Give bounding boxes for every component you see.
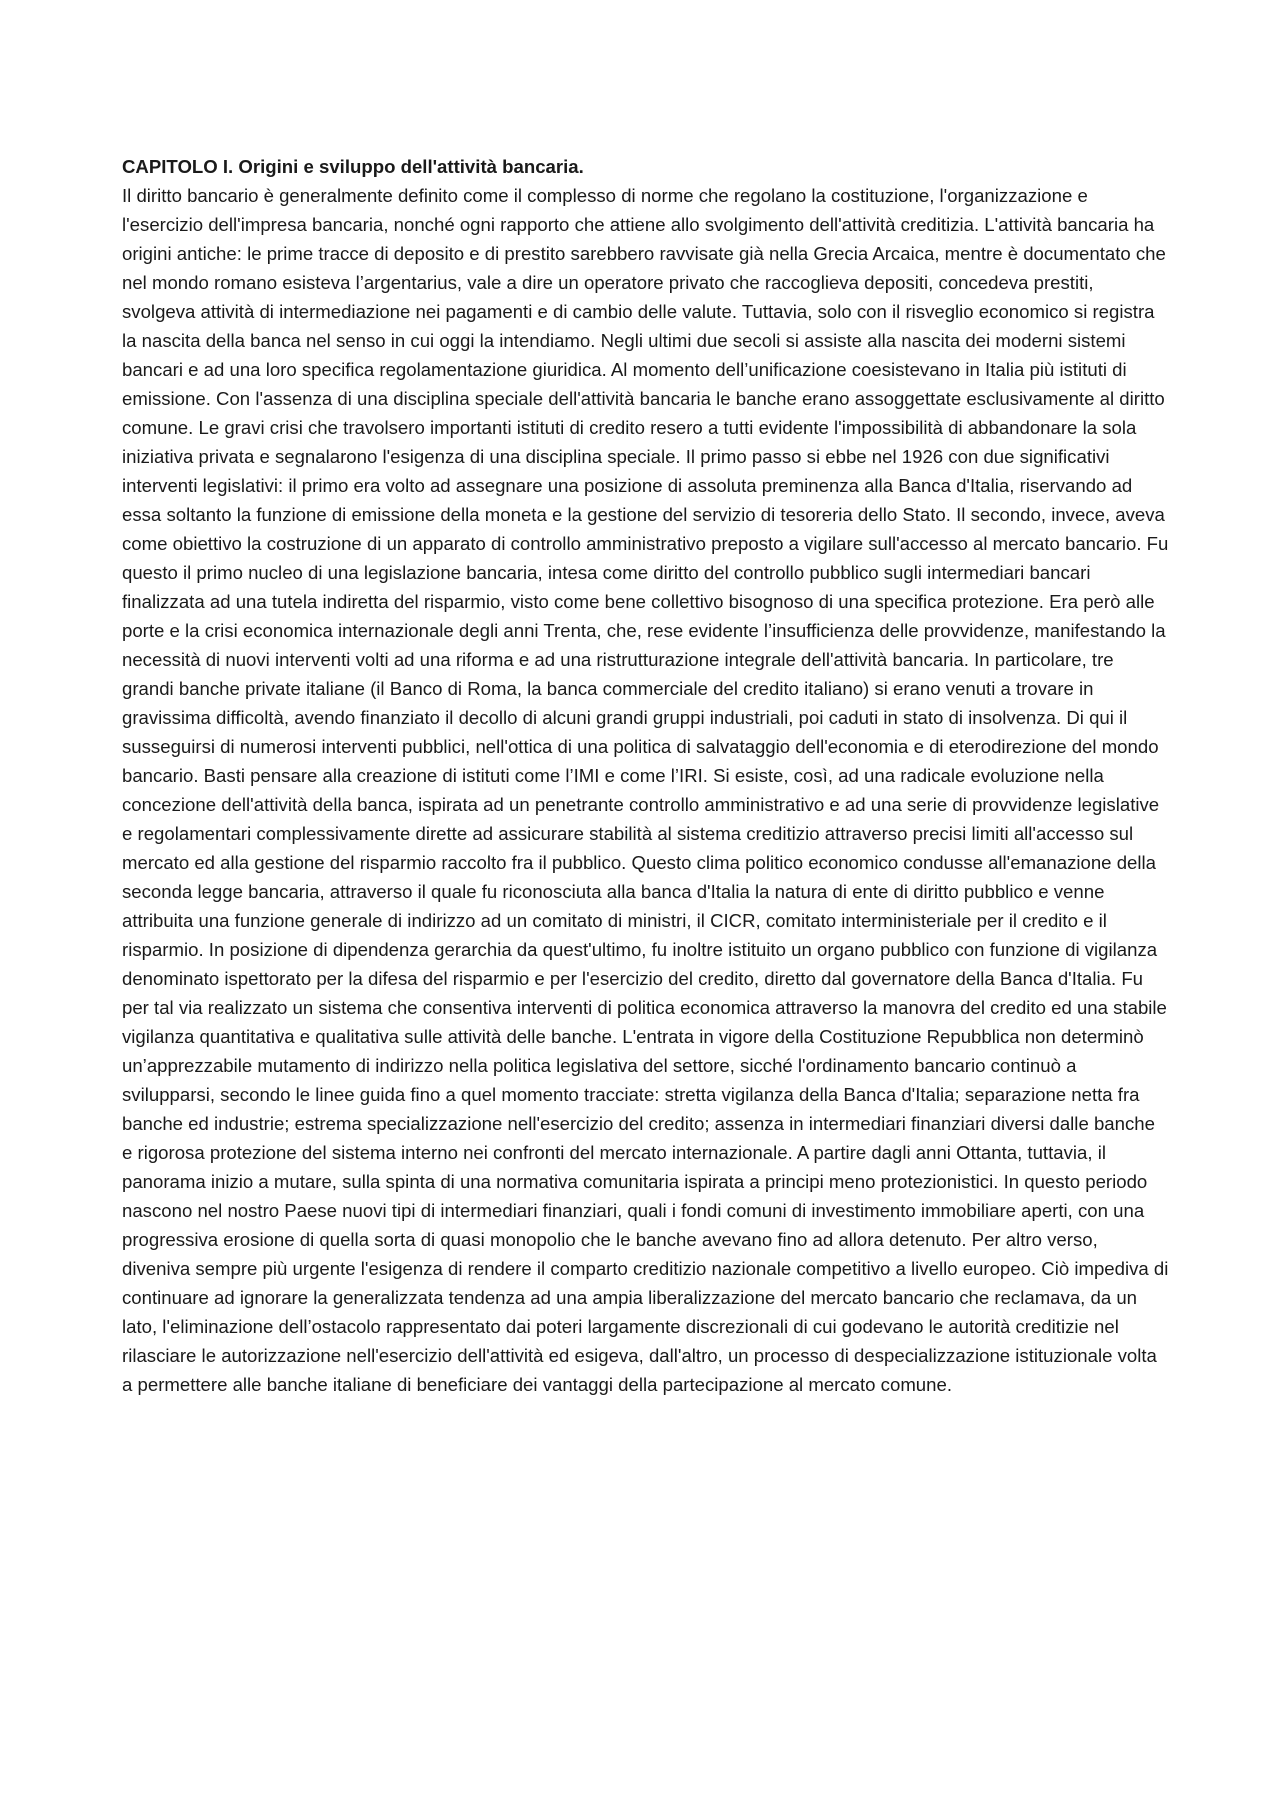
body-paragraph: Il diritto bancario è generalmente definito come il complesso di norme che regolano la costituzione, l'organizzazione e l'esercizio dell'impresa bancaria, nonché ogni rapporto che attiene allo svolgimento dell'attività creditizia. L'attività bancaria ha origini antiche: le prime tracce di deposito e di prestito sarebbero ravvisate già nella Grecia Arcaica, mentre è documentato che nel mondo romano esisteva l’argentarius, vale a dire un operatore privato che raccoglieva depositi, concedeva prestiti, svolgeva attività di intermediazione nei pagamenti e di cambio delle valute. Tuttavia, solo con il risveglio economico si registra la nascita della banca nel senso in cui oggi la intendiamo. Negli ultimi due secoli si assiste alla nascita dei moderni sistemi bancari e ad una loro specifica regolamentazione giuridica. Al momento dell’unificazione coesistevano in Italia più istituti di emissione. Con l'assenza di una disciplina speciale dell'attività bancaria le banche erano assoggettate esclusivamente al diritto comune. Le gravi crisi che travolsero importanti istituti di credito resero a tutti evidente l'impossibilità di abbandonare la sola iniziativa privata e segnalarono l'esigenza di una disciplina speciale. Il primo passo si ebbe nel 1926 con due significativi interventi legislativi: il primo era volto ad assegnare una posizione di assoluta preminenza alla Banca d'Italia, riservando ad essa soltanto la funzione di emissione della moneta e la gestione del servizio di tesoreria dello Stato. Il secondo, invece, aveva come obiettivo la costruzione di un apparato di controllo amministrativo preposto a vigilare sull'accesso al mercato bancario. Fu questo il primo nucleo di una legislazione bancaria, intesa come diritto del controllo pubblico sugli intermediari bancari finalizzata ad una tutela indiretta del risparmio, visto come bene collettivo bisognoso di una specifica protezione. Era però alle porte e la crisi economica internazionale degli anni Trenta, che, rese evidente l’insufficienza delle provvidenze, manifestando la necessità di nuovi interventi volti ad una riforma e ad una ristrutturazione integrale dell'attività bancaria. In particolare, tre grandi banche private italiane (il Banco di Roma, la banca commerciale del credito italiano) si erano venuti a trovare in gravissima difficoltà, avendo finanziato il decollo di alcuni grandi gruppi industriali, poi caduti in stato di insolvenza. Di qui il susseguirsi di numerosi interventi pubblici, nell'ottica di una politica di salvataggio dell'economia e di eterodirezione del mondo bancario. Basti pensare alla creazione di istituti come l’IMI e come l’IRI. Si esiste, così, ad una radicale evoluzione nella concezione dell'attività della banca, ispirata ad un penetrante controllo amministrativo e ad una serie di provvidenze legislative e regolamentari complessivamente dirette ad assicurare stabilità al sistema creditizio attraverso precisi limiti all'accesso sul mercato ed alla gestione del risparmio raccolto fra il pubblico. Questo clima politico economico condusse all'emanazione della seconda legge bancaria, attraverso il quale fu riconosciuta alla banca d'Italia la natura di ente di diritto pubblico e venne attribuita una funzione generale di indirizzo ad un comitato di ministri, il CICR, comitato interministeriale per il credito e il risparmio. In posizione di dipendenza gerarchia da quest'ultimo, fu inoltre istituito un organo pubblico con funzione di vigilanza denominato ispettorato per la difesa del risparmio e per l'esercizio del credito, diretto dal governatore della Banca d'Italia. Fu per tal via realizzato un sistema che consentiva interventi di politica economica attraverso la manovra del credito ed una stabile vigilanza quantitativa e qualitativa sulle attività delle banche. L'entrata in vigore della Costituzione Repubblica non determinò un’apprezzabile mutamento di indirizzo nella politica legislativa del settore, sicché l'ordinamento bancario continuò a svilupparsi, secondo le linee guida fino a quel momento tracciate: stretta vigilanza della Banca d'Italia; separazione netta fra banche ed industrie; estrema specializzazione nell'esercizio del credito; assenza in intermediari finanziari diversi dalle banche e rigorosa protezione del sistema interno nei confronti del mercato internazionale. A partire dagli anni Ottanta, tuttavia, il panorama inizio a mutare, sulla spinta di una normativa comunitaria ispirata a principi meno protezionistici. In questo periodo nascono nel nostro Paese nuovi tipi di intermediari finanziari, quali i fondi comuni di investimento immobiliare aperti, con una progressiva erosione di quella sorta di quasi monopolio che le banche avevano fino ad allora detenuto. Per altro verso, diveniva sempre più urgente l'esigenza di rendere il comparto creditizio nazionale competitivo a livello europeo. Ciò impediva di continuare ad ignorare la generalizzata tendenza ad una ampia liberalizzazione del mercato bancario che reclamava, da un lato, l'eliminazione dell’ostacolo rappresentato dai poteri largamente discrezionali di cui godevano le autorità creditizie nel rilasciare le autorizzazione nell'esercizio dell'attività ed esigeva, dall'altro, un processo di despecializzazione istituzionale volta a permettere alle banche italiane di beneficiare dei vantaggi della partecipazione al mercato comune. — [122, 185, 1169, 1395]
chapter-title: CAPITOLO I. Origini e sviluppo dell'attività bancaria. — [122, 156, 584, 177]
document-page — [122, 152, 1170, 1399]
